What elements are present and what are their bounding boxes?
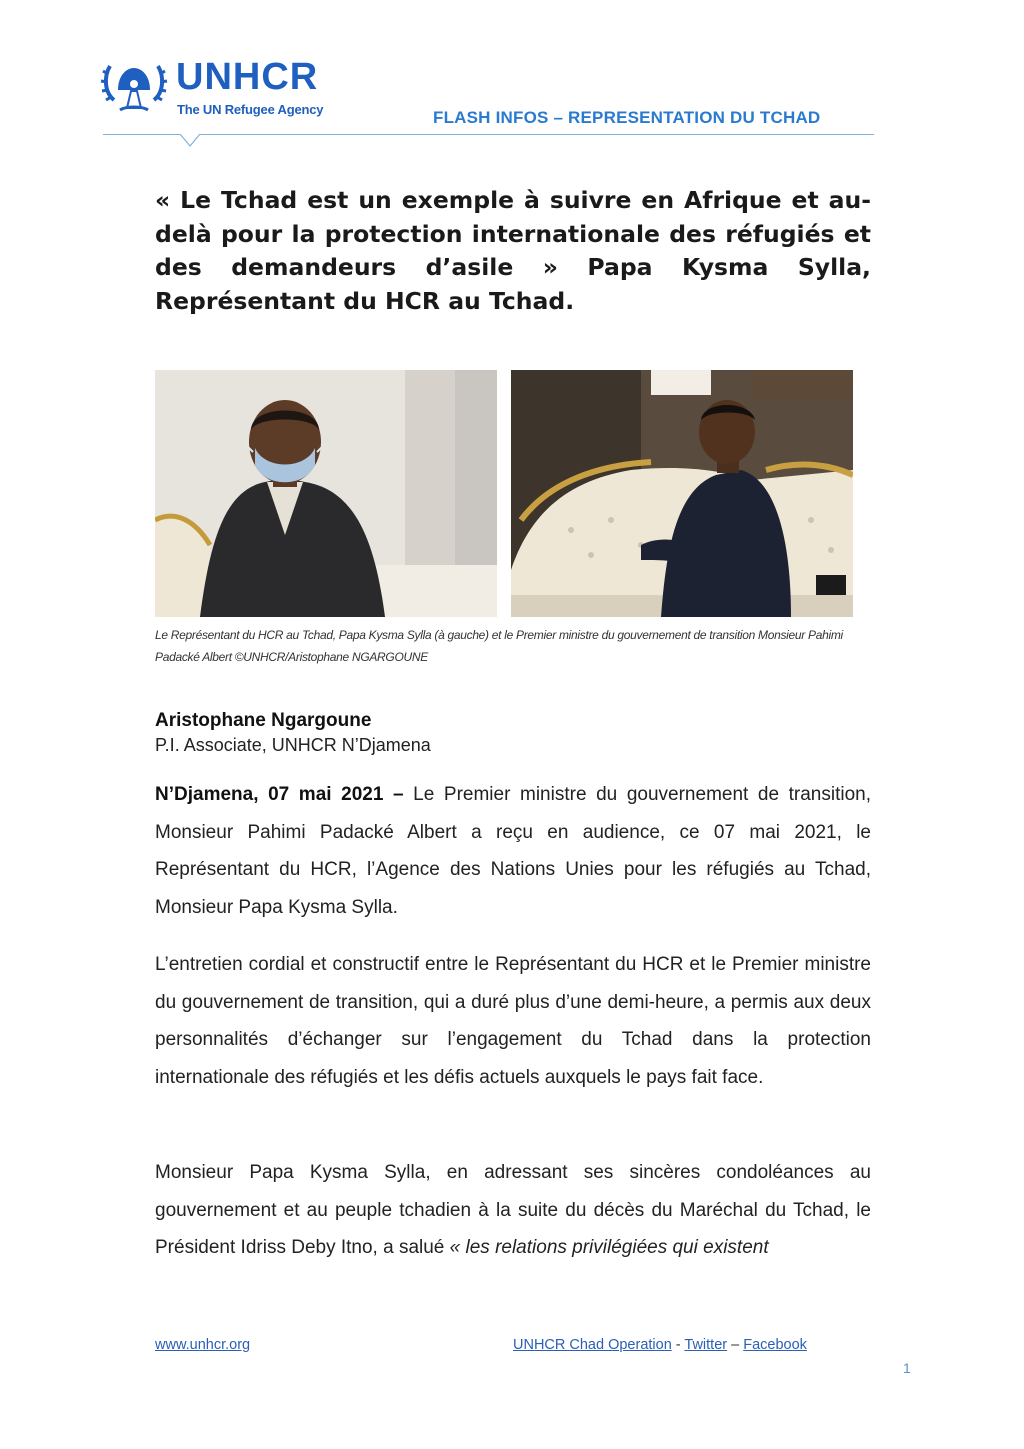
twitter-link[interactable]: Twitter	[684, 1337, 728, 1353]
paragraph-1-text: Le Premier ministre du gouvernement de transition, Monsieur Pahimi Padacké Albert a reçu en audience, ce 07 mai 2021, le Représentant du HCR, l’Agence des Nations Unies pour les réfugiés au Tchad, Monsieur Papa Kysma Sylla.	[155, 784, 871, 918]
author-role: P.I. Associate, UNHCR N’Djamena	[155, 735, 431, 755]
paragraph-2: L’entretien cordial et constructif entre le Représentant du HCR et le Premier ministre du gouvernement de transition, qui a duré plus d’une demi-heure, a permis aux deux personnalités d’échanger sur l’engagement du Tchad dans la protection internationale des réfugiés et les défis actuels auxquels le pays fait face.	[155, 954, 871, 1088]
chad-operation-link[interactable]: UNHCR Chad Operation	[513, 1337, 672, 1353]
article-headline: « Le Tchad est un exemple à suivre en Afrique et au-delà pour la protection internationale des réfugiés et des demandeurs d’asile » Papa Kysma Sylla, Représentant du HCR au Tchad.	[155, 186, 871, 315]
author-name: Aristophane Ngargoune	[155, 710, 372, 731]
dateline: N’Djamena, 07 mai 2021 –	[155, 784, 404, 805]
paragraph-3-quote: « les relations privilégiées qui existent	[449, 1237, 769, 1258]
photo-caption: Le Représentant du HCR au Tchad, Papa Kysma Sylla (à gauche) et le Premier ministre du gouvernement de transition Monsieur Pahimi Padacké Albert ©UNHCR/Aristophane NGARGOUNE	[155, 628, 843, 664]
footer-links	[513, 1337, 807, 1353]
header-divider	[103, 134, 874, 135]
paragraph-3-text: Monsieur Papa Kysma Sylla, en adressant ses sincères condoléances au gouvernement et au peuple tchadien à la suite du décès du Maréchal du Tchad, le Président Idriss Deby Itno, a salué	[155, 1162, 871, 1258]
facebook-link[interactable]: Facebook	[743, 1337, 807, 1353]
logo-wordmark: UNHCR	[176, 56, 319, 98]
page-number: 1	[903, 1360, 911, 1376]
website-link[interactable]: www.unhcr.org	[155, 1337, 251, 1353]
photo-prime-minister	[511, 370, 853, 617]
divider-notch-icon	[180, 134, 200, 148]
footer-separator-1: -	[671, 1337, 685, 1353]
logo-tagline: The UN Refugee Agency	[177, 102, 324, 117]
footer-website	[155, 1337, 250, 1353]
paragraph-1	[155, 776, 871, 926]
unhcr-emblem-icon	[100, 60, 168, 118]
unhcr-logo	[100, 56, 350, 122]
photo-representative	[155, 370, 497, 617]
section-title: FLASH INFOS – REPRESENTATION DU TCHAD	[433, 108, 821, 127]
footer-separator-2: –	[727, 1337, 744, 1353]
paragraph-3	[155, 1154, 871, 1267]
